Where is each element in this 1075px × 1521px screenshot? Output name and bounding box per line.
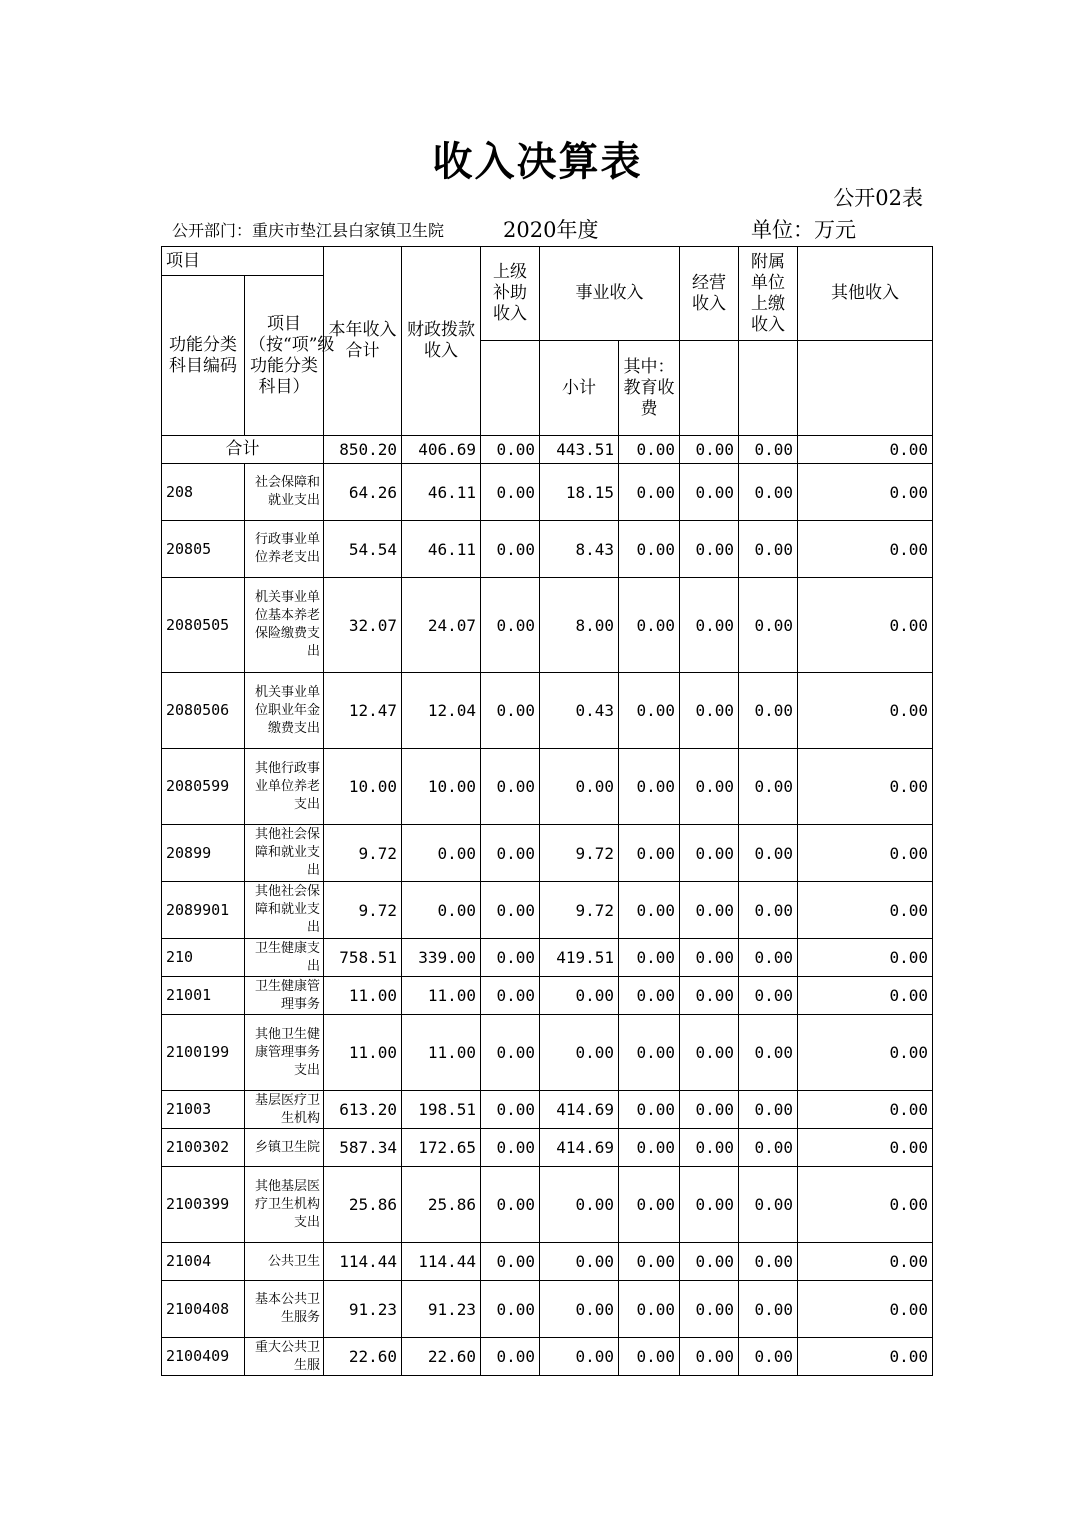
row-value: 0.00 bbox=[680, 1281, 739, 1338]
row-value: 0.00 bbox=[619, 882, 680, 939]
row-value: 10.00 bbox=[324, 749, 402, 825]
row-code: 20899 bbox=[162, 825, 245, 882]
row-name: 机关事业单位职业年金缴费支出 bbox=[245, 673, 324, 749]
header-other-sub bbox=[798, 341, 933, 436]
income-table bbox=[161, 246, 933, 1376]
row-code: 2089901 bbox=[162, 882, 245, 939]
table-row bbox=[162, 1129, 933, 1167]
row-value: 0.00 bbox=[680, 1243, 739, 1281]
row-value: 0.00 bbox=[798, 882, 933, 939]
row-value: 414.69 bbox=[540, 1091, 619, 1129]
row-value: 0.00 bbox=[402, 882, 481, 939]
row-value: 0.00 bbox=[798, 1281, 933, 1338]
row-value: 172.65 bbox=[402, 1129, 481, 1167]
row-value: 0.00 bbox=[680, 521, 739, 578]
row-value: 0.00 bbox=[619, 578, 680, 673]
row-value: 0.00 bbox=[540, 977, 619, 1015]
row-value: 8.43 bbox=[540, 521, 619, 578]
row-value: 0.00 bbox=[798, 825, 933, 882]
header-fiscal: 财政拨款收入 bbox=[402, 247, 481, 436]
row-value: 587.34 bbox=[324, 1129, 402, 1167]
header-affiliate: 附属单位上缴收入 bbox=[739, 247, 798, 341]
row-value: 0.00 bbox=[739, 1243, 798, 1281]
row-value: 0.00 bbox=[739, 1091, 798, 1129]
row-value: 32.07 bbox=[324, 578, 402, 673]
row-name: 其他卫生健康管理事务支出 bbox=[245, 1015, 324, 1091]
row-value: 0.00 bbox=[619, 521, 680, 578]
table-row bbox=[162, 673, 933, 749]
table-row bbox=[162, 825, 933, 882]
row-code: 208 bbox=[162, 464, 245, 521]
total-value: 0.00 bbox=[619, 436, 680, 464]
row-value: 758.51 bbox=[324, 939, 402, 977]
table-row bbox=[162, 882, 933, 939]
row-name: 重大公共卫生服 bbox=[245, 1338, 324, 1376]
row-value: 0.00 bbox=[680, 1129, 739, 1167]
row-value: 0.00 bbox=[739, 882, 798, 939]
row-value: 0.00 bbox=[481, 939, 540, 977]
row-value: 18.15 bbox=[540, 464, 619, 521]
row-value: 0.00 bbox=[481, 977, 540, 1015]
table-row bbox=[162, 1281, 933, 1338]
form-number: 公开02表 bbox=[833, 186, 923, 210]
row-value: 0.00 bbox=[798, 1129, 933, 1167]
row-value: 91.23 bbox=[324, 1281, 402, 1338]
row-value: 22.60 bbox=[324, 1338, 402, 1376]
row-value: 0.00 bbox=[798, 1015, 933, 1091]
row-value: 25.86 bbox=[324, 1167, 402, 1243]
row-name: 其他行政事业单位养老支出 bbox=[245, 749, 324, 825]
table-row bbox=[162, 1015, 933, 1091]
row-code: 2100399 bbox=[162, 1167, 245, 1243]
row-name: 公共卫生 bbox=[245, 1243, 324, 1281]
table-row bbox=[162, 977, 933, 1015]
row-value: 9.72 bbox=[324, 825, 402, 882]
table-row bbox=[162, 1091, 933, 1129]
table-row bbox=[162, 1243, 933, 1281]
table-row bbox=[162, 578, 933, 673]
header-item: 项目 bbox=[162, 247, 324, 276]
row-value: 0.00 bbox=[739, 578, 798, 673]
row-code: 2100408 bbox=[162, 1281, 245, 1338]
row-value: 0.00 bbox=[481, 1338, 540, 1376]
row-value: 0.00 bbox=[540, 1338, 619, 1376]
row-value: 0.00 bbox=[619, 1091, 680, 1129]
row-value: 0.00 bbox=[680, 1338, 739, 1376]
header-func-code: 功能分类科目编码 bbox=[162, 276, 245, 436]
row-value: 10.00 bbox=[402, 749, 481, 825]
row-value: 46.11 bbox=[402, 464, 481, 521]
row-value: 0.00 bbox=[798, 977, 933, 1015]
row-value: 11.00 bbox=[324, 1015, 402, 1091]
row-name: 基本公共卫生服务 bbox=[245, 1281, 324, 1338]
row-value: 64.26 bbox=[324, 464, 402, 521]
total-value: 0.00 bbox=[798, 436, 933, 464]
row-value: 0.00 bbox=[481, 578, 540, 673]
row-value: 0.00 bbox=[540, 1281, 619, 1338]
row-value: 0.00 bbox=[739, 825, 798, 882]
row-name: 其他社会保障和就业支出 bbox=[245, 825, 324, 882]
table-row bbox=[162, 1167, 933, 1243]
row-value: 0.00 bbox=[481, 825, 540, 882]
row-value: 9.72 bbox=[540, 825, 619, 882]
row-value: 11.00 bbox=[324, 977, 402, 1015]
row-value: 0.00 bbox=[680, 578, 739, 673]
row-value: 11.00 bbox=[402, 1015, 481, 1091]
row-value: 0.00 bbox=[680, 1091, 739, 1129]
row-value: 22.60 bbox=[402, 1338, 481, 1376]
total-value: 443.51 bbox=[540, 436, 619, 464]
header-edu-fee: 其中：教育收费 bbox=[619, 341, 680, 436]
row-value: 0.00 bbox=[481, 1281, 540, 1338]
row-value: 0.00 bbox=[402, 825, 481, 882]
row-value: 419.51 bbox=[540, 939, 619, 977]
header-subtotal: 小计 bbox=[540, 341, 619, 436]
row-name: 卫生健康管理事务 bbox=[245, 977, 324, 1015]
row-value: 24.07 bbox=[402, 578, 481, 673]
row-value: 0.00 bbox=[619, 1015, 680, 1091]
table-row bbox=[162, 939, 933, 977]
row-name: 乡镇卫生院 bbox=[245, 1129, 324, 1167]
row-value: 0.00 bbox=[739, 1338, 798, 1376]
header-superior: 上级补助收入 bbox=[481, 247, 540, 341]
row-value: 0.00 bbox=[680, 673, 739, 749]
row-code: 2080599 bbox=[162, 749, 245, 825]
table-row bbox=[162, 464, 933, 521]
row-name: 其他基层医疗卫生机构支出 bbox=[245, 1167, 324, 1243]
row-value: 0.00 bbox=[739, 749, 798, 825]
row-value: 0.00 bbox=[619, 939, 680, 977]
row-name: 基层医疗卫生机构 bbox=[245, 1091, 324, 1129]
row-value: 0.00 bbox=[739, 1129, 798, 1167]
row-code: 2100409 bbox=[162, 1338, 245, 1376]
row-value: 0.00 bbox=[798, 1243, 933, 1281]
row-value: 9.72 bbox=[540, 882, 619, 939]
row-value: 0.00 bbox=[680, 882, 739, 939]
row-value: 0.00 bbox=[619, 1281, 680, 1338]
row-value: 0.00 bbox=[680, 1167, 739, 1243]
row-value: 0.00 bbox=[680, 749, 739, 825]
row-name: 社会保障和就业支出 bbox=[245, 464, 324, 521]
row-value: 25.86 bbox=[402, 1167, 481, 1243]
row-value: 0.00 bbox=[481, 1129, 540, 1167]
row-value: 0.00 bbox=[619, 825, 680, 882]
total-value: 0.00 bbox=[739, 436, 798, 464]
row-value: 0.00 bbox=[619, 464, 680, 521]
header-other: 其他收入 bbox=[798, 247, 933, 341]
row-value: 91.23 bbox=[402, 1281, 481, 1338]
header-total: 本年收入合计 bbox=[324, 247, 402, 436]
row-value: 0.00 bbox=[739, 1015, 798, 1091]
total-label: 合计 bbox=[162, 436, 324, 464]
total-value: 406.69 bbox=[402, 436, 481, 464]
row-code: 2080506 bbox=[162, 673, 245, 749]
page-title: 收入决算表 bbox=[432, 138, 643, 185]
row-value: 0.00 bbox=[481, 882, 540, 939]
row-value: 0.00 bbox=[540, 1243, 619, 1281]
row-value: 0.00 bbox=[798, 578, 933, 673]
row-code: 2080505 bbox=[162, 578, 245, 673]
row-value: 0.00 bbox=[680, 1015, 739, 1091]
row-code: 210 bbox=[162, 939, 245, 977]
row-code: 2100199 bbox=[162, 1015, 245, 1091]
row-code: 21001 bbox=[162, 977, 245, 1015]
header-operating-sub bbox=[680, 341, 739, 436]
row-value: 414.69 bbox=[540, 1129, 619, 1167]
row-value: 0.00 bbox=[798, 1091, 933, 1129]
row-value: 12.04 bbox=[402, 673, 481, 749]
row-value: 0.00 bbox=[540, 1015, 619, 1091]
row-value: 0.00 bbox=[619, 749, 680, 825]
total-value: 0.00 bbox=[481, 436, 540, 464]
header-business: 事业收入 bbox=[540, 247, 680, 341]
row-value: 0.00 bbox=[481, 1015, 540, 1091]
row-value: 0.00 bbox=[680, 464, 739, 521]
row-value: 0.43 bbox=[540, 673, 619, 749]
row-value: 0.00 bbox=[481, 521, 540, 578]
row-value: 0.00 bbox=[739, 673, 798, 749]
total-value: 0.00 bbox=[680, 436, 739, 464]
row-value: 114.44 bbox=[402, 1243, 481, 1281]
row-value: 0.00 bbox=[739, 977, 798, 1015]
header-operating: 经营收入 bbox=[680, 247, 739, 341]
row-value: 0.00 bbox=[481, 1243, 540, 1281]
row-value: 0.00 bbox=[481, 1091, 540, 1129]
row-code: 21003 bbox=[162, 1091, 245, 1129]
row-value: 9.72 bbox=[324, 882, 402, 939]
row-value: 12.47 bbox=[324, 673, 402, 749]
row-value: 613.20 bbox=[324, 1091, 402, 1129]
department-label: 公开部门：重庆市垫江县白家镇卫生院 bbox=[172, 221, 445, 240]
row-value: 0.00 bbox=[798, 673, 933, 749]
row-value: 0.00 bbox=[798, 521, 933, 578]
row-value: 8.00 bbox=[540, 578, 619, 673]
row-name: 卫生健康支出 bbox=[245, 939, 324, 977]
row-value: 339.00 bbox=[402, 939, 481, 977]
row-value: 0.00 bbox=[739, 521, 798, 578]
row-value: 0.00 bbox=[481, 673, 540, 749]
row-name: 机关事业单位基本养老保险缴费支出 bbox=[245, 578, 324, 673]
header-func-name: 项目（按“项”级功能分类科目） bbox=[245, 276, 324, 436]
row-value: 11.00 bbox=[402, 977, 481, 1015]
row-value: 0.00 bbox=[619, 977, 680, 1015]
row-code: 2100302 bbox=[162, 1129, 245, 1167]
row-value: 0.00 bbox=[481, 749, 540, 825]
row-value: 0.00 bbox=[798, 464, 933, 521]
row-value: 0.00 bbox=[481, 464, 540, 521]
row-name: 行政事业单位养老支出 bbox=[245, 521, 324, 578]
table-row bbox=[162, 749, 933, 825]
row-value: 0.00 bbox=[619, 1167, 680, 1243]
row-value: 0.00 bbox=[619, 1243, 680, 1281]
row-value: 0.00 bbox=[680, 939, 739, 977]
row-value: 0.00 bbox=[798, 1167, 933, 1243]
row-value: 0.00 bbox=[798, 749, 933, 825]
row-value: 114.44 bbox=[324, 1243, 402, 1281]
row-value: 0.00 bbox=[739, 1167, 798, 1243]
row-value: 0.00 bbox=[739, 939, 798, 977]
fiscal-year: 2020年度 bbox=[503, 218, 599, 242]
row-value: 198.51 bbox=[402, 1091, 481, 1129]
row-value: 0.00 bbox=[739, 464, 798, 521]
row-value: 0.00 bbox=[540, 1167, 619, 1243]
table-row bbox=[162, 521, 933, 578]
row-value: 0.00 bbox=[798, 1338, 933, 1376]
row-value: 0.00 bbox=[619, 1338, 680, 1376]
table-row bbox=[162, 1338, 933, 1376]
header-affiliate-sub bbox=[739, 341, 798, 436]
row-value: 54.54 bbox=[324, 521, 402, 578]
total-value: 850.20 bbox=[324, 436, 402, 464]
row-value: 0.00 bbox=[680, 977, 739, 1015]
row-code: 21004 bbox=[162, 1243, 245, 1281]
row-value: 0.00 bbox=[739, 1281, 798, 1338]
header-superior-sub bbox=[481, 341, 540, 436]
row-value: 0.00 bbox=[619, 1129, 680, 1167]
row-value: 0.00 bbox=[540, 749, 619, 825]
row-value: 0.00 bbox=[619, 673, 680, 749]
total-row bbox=[162, 436, 933, 464]
row-value: 0.00 bbox=[798, 939, 933, 977]
row-value: 0.00 bbox=[680, 825, 739, 882]
row-value: 0.00 bbox=[481, 1167, 540, 1243]
row-value: 46.11 bbox=[402, 521, 481, 578]
row-name: 其他社会保障和就业支出 bbox=[245, 882, 324, 939]
unit-label: 单位：万元 bbox=[751, 218, 856, 242]
row-code: 20805 bbox=[162, 521, 245, 578]
